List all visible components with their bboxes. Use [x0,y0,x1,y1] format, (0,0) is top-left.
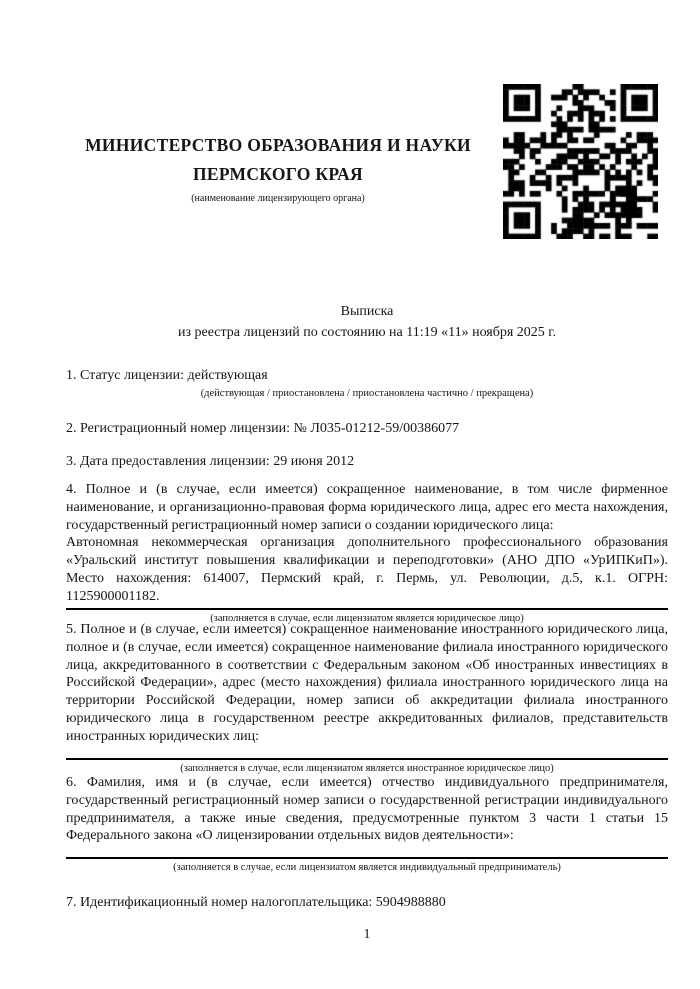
ministry-name-line2: ПЕРМСКОГО КРАЯ [193,163,363,184]
document-title-line1: Выписка [340,304,394,319]
individual-entrepreneur-caption: (заполняется в случае, если лицензиатом является индивидуальный предприниматель) [173,862,561,874]
legal-entity-statute-text: 4. Полное и (в случае, если имеется) сокращенное наименование, в том числе фирменное наименование, и организационно-правовая форма юридического лица, адрес его места нахождения, государственный регистрационный номер записи о создании юридического лица: [66,482,668,533]
legal-entity-caption: (заполняется в случае, если лицензиатом является юридическое лицо) [210,612,524,624]
item-registration-number [66,420,668,438]
ministry-name-line1: МИНИСТЕРСТВО ОБРАЗОВАНИЯ И НАУКИ [85,135,471,155]
licensing-authority-header [66,131,490,205]
legal-entity-value-text: Автономная некоммерческая организация дополнительного профессионального образования «Уральский институт повышения квалификации и переподготовки» (АНО ДПО «УрИПКиП»). Место нахождения: 614007, Пермский край, г. Пермь, ул. Революции, д.5, к.1. ОГРН: 1125900001182. [66,535,668,604]
fill-in-rule [66,857,668,859]
item-taxpayer-number [66,894,668,912]
item-legal-entity-details [66,481,668,625]
license-status-text: 1. Статус лицензии: действующая [66,368,268,383]
qr-code-icon [503,84,658,239]
fill-in-rule [66,758,668,760]
item-individual-entrepreneur-details [66,774,668,874]
document-title-line2: из реестра лицензий по состоянию на 11:19 «11» ноября 2025 г. [178,325,556,340]
individual-entrepreneur-statute-text: 6. Фамилия, имя и (в случае, если имеется) отчество индивидуального предпринимателя, государственный регистрационный номер записи о государственной регистрации индивидуального предпринимателя, а также иные сведения, предусмотренные пунктом 3 части 1 статьи 15 Федерального закона «О лицензировании отдельных видов деятельности»: [66,775,668,844]
item-foreign-entity-details [66,621,668,775]
licensing-authority-caption: (наименование лицензирующего органа) [191,193,365,204]
foreign-entity-caption: (заполняется в случае, если лицензиатом является иностранное юридическое лицо) [180,762,554,774]
document-title [66,301,668,343]
fill-in-rule [66,608,668,610]
license-grant-date-text: 3. Дата предоставления лицензии: 29 июня 2012 [66,454,355,469]
foreign-entity-statute-text: 5. Полное и (в случае, если имеется) сокращенное наименование иностранного юридического лица, полное и (в случае, если имеется) сокращенное наименование филиала иностранного юридического лица, аккредитованного в соответствии с Федеральным законом «Об иностранных инвестициях в Российской Федерации», адрес (место нахождения) филиала иностранного юридического лица на территории Российской Федерации, номер записи об аккредитации филиала иностранного юридического лица в государственном реестре аккредитованных филиалов, представительств иностранных юридических лиц: [66,622,668,744]
registration-number-text: 2. Регистрационный номер лицензии: № Л035-01212-59/00386077 [66,421,460,436]
taxpayer-number-text: 7. Идентификационный номер налогоплательщика: 5904988880 [66,895,446,910]
item-license-status [66,367,668,400]
item-license-grant-date [66,453,668,471]
page-number: 1 [363,927,371,942]
license-status-options-caption: (действующая / приостановлена / приостановлена частично / прекращена) [200,387,534,399]
